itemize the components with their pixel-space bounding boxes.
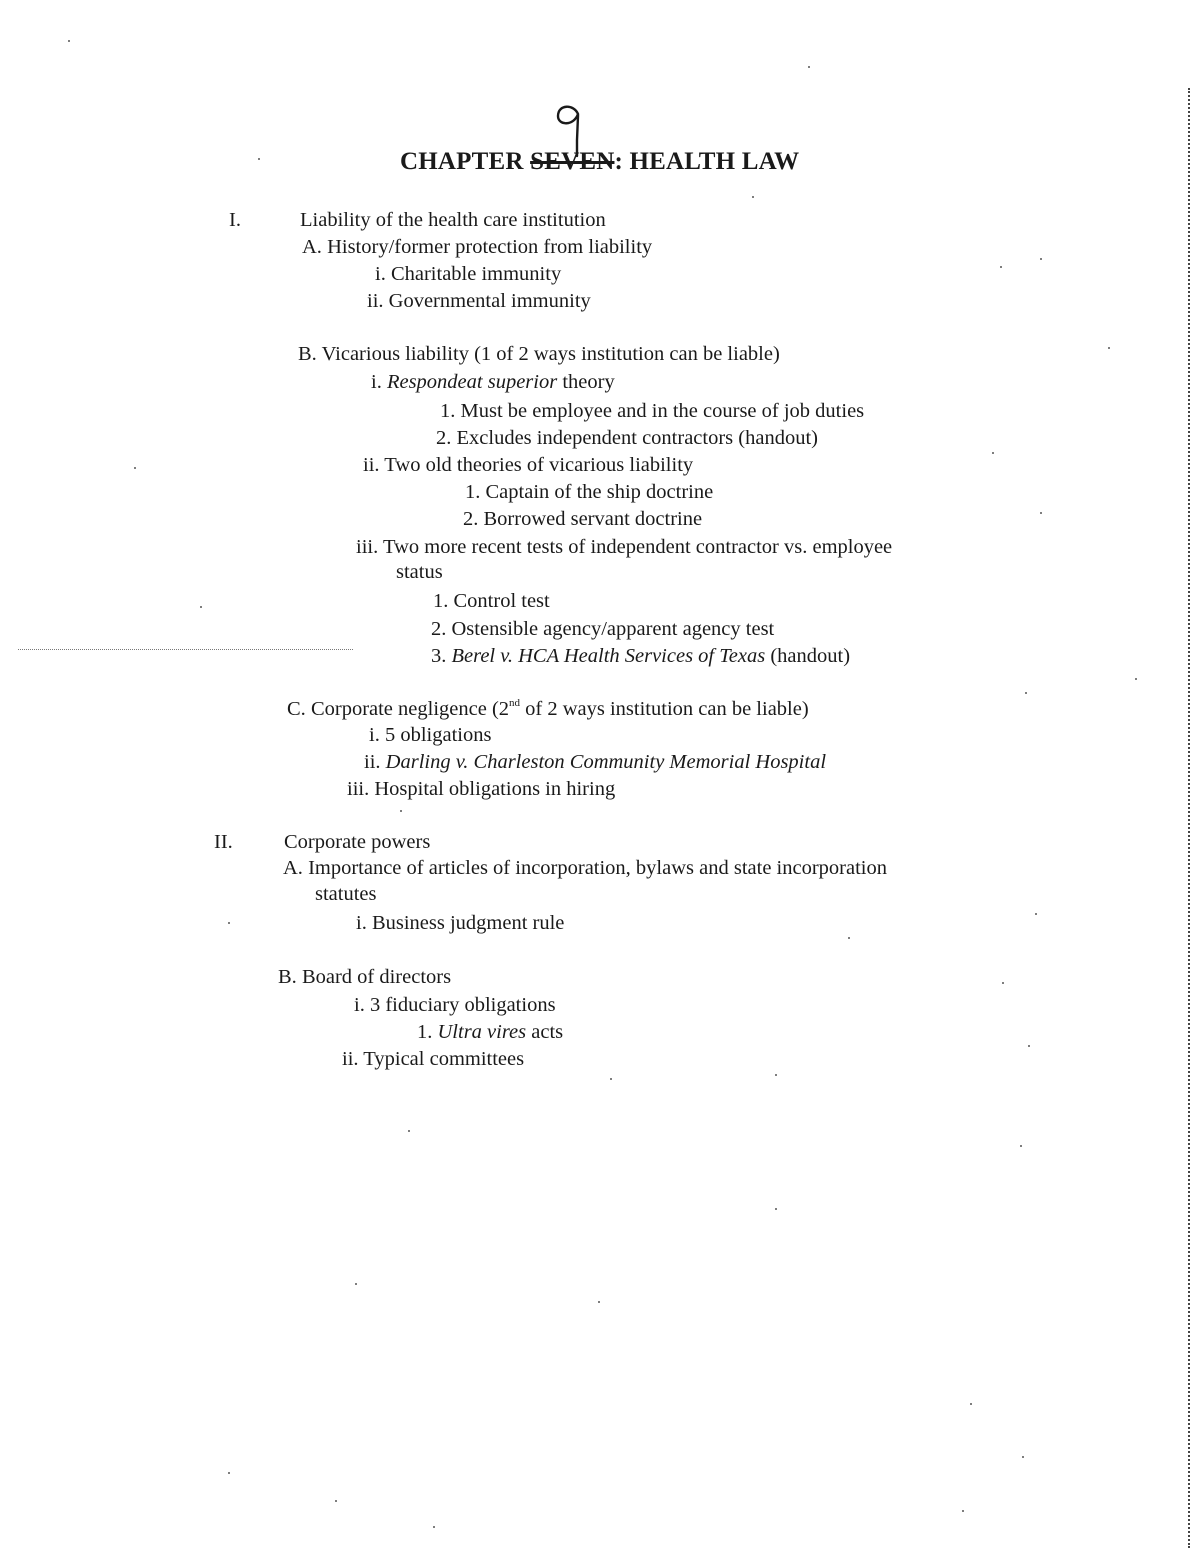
outline-item-continuation: statutes: [315, 883, 377, 905]
title-suffix: : HEALTH LAW: [614, 148, 800, 175]
outline-item: A. Importance of articles of incorporation, bylaws and state incorporation: [283, 857, 887, 879]
outline-item: 2. Borrowed servant doctrine: [463, 508, 703, 530]
scan-speck: [355, 1283, 357, 1285]
title-prefix: CHAPTER: [400, 148, 531, 175]
scan-speck: [228, 1472, 230, 1474]
scan-speck: [1135, 678, 1137, 680]
scan-speck: [598, 1301, 600, 1303]
scan-speck: [775, 1074, 777, 1076]
outline-item: i. Respondeat superior theory: [371, 371, 615, 393]
scan-speck: [992, 452, 994, 454]
scan-speck: [1040, 258, 1042, 260]
scan-speck: [962, 1510, 964, 1512]
outline-item: B. Vicarious liability (1 of 2 ways institution can be liable): [298, 343, 780, 365]
section-number: I.: [229, 209, 241, 231]
title-struck-word: SEVEN: [530, 148, 615, 175]
outline-item: iii. Hospital obligations in hiring: [347, 778, 616, 800]
outline-item: 1. Ultra vires acts: [417, 1021, 564, 1043]
scan-speck: [134, 467, 136, 469]
scan-speck: [970, 1403, 972, 1405]
scan-speck: [752, 196, 754, 198]
scan-artifact-edge: [1188, 88, 1190, 1548]
scan-speck: [808, 66, 810, 68]
scan-speck: [400, 810, 402, 812]
scan-speck: [1028, 1045, 1030, 1047]
outline-item: A. History/former protection from liability: [302, 236, 653, 258]
outline-item: i. 5 obligations: [369, 724, 492, 746]
outline-item: ii. Two old theories of vicarious liability: [363, 454, 694, 476]
scan-speck: [1040, 512, 1042, 514]
scan-speck: [1108, 347, 1110, 349]
outline-item: ii. Darling v. Charleston Community Memorial Hospital: [364, 751, 827, 773]
outline-item: 3. Berel v. HCA Health Services of Texas (handout): [431, 645, 851, 667]
scan-speck: [200, 606, 202, 608]
outline-item: 1. Captain of the ship doctrine: [465, 481, 714, 503]
scan-speck: [1035, 913, 1037, 915]
section-heading: Liability of the health care institution: [300, 209, 606, 231]
scan-speck: [68, 40, 70, 42]
outline-item: B. Board of directors: [278, 966, 452, 988]
scan-speck: [1020, 1145, 1022, 1147]
scan-speck: [1000, 266, 1002, 268]
outline-item: iii. Two more recent tests of independent contractor vs. employee: [356, 536, 893, 558]
outline-item: 2. Excludes independent contractors (handout): [436, 427, 818, 449]
scan-artifact-rule: [18, 649, 353, 650]
scan-speck: [1002, 982, 1004, 984]
outline-item: ii. Typical committees: [342, 1048, 525, 1070]
scan-speck: [408, 1130, 410, 1132]
scan-speck: [610, 1078, 612, 1080]
outline-item: ii. Governmental immunity: [367, 290, 591, 312]
outline-item: i. Business judgment rule: [356, 912, 565, 934]
outline-item: 1. Control test: [433, 590, 550, 612]
scan-speck: [848, 937, 850, 939]
scan-speck: [1025, 692, 1027, 694]
outline-item-continuation: status: [396, 561, 443, 583]
outline-item: 2. Ostensible agency/apparent agency test: [431, 618, 775, 640]
scan-speck: [433, 1526, 435, 1528]
outline-item: i. 3 fiduciary obligations: [354, 994, 556, 1016]
scan-speck: [335, 1500, 337, 1502]
outline-item: C. Corporate negligence (2nd of 2 ways institution can be liable): [287, 697, 809, 720]
outline-item: i. Charitable immunity: [375, 263, 562, 285]
section-number: II.: [214, 831, 233, 853]
scan-speck: [228, 922, 230, 924]
section-heading: Corporate powers: [284, 831, 431, 853]
scan-speck: [258, 158, 260, 160]
outline-item: 1. Must be employee and in the course of job duties: [440, 400, 865, 422]
scan-speck: [1022, 1456, 1024, 1458]
scan-speck: [775, 1208, 777, 1210]
page-title: [400, 148, 799, 176]
